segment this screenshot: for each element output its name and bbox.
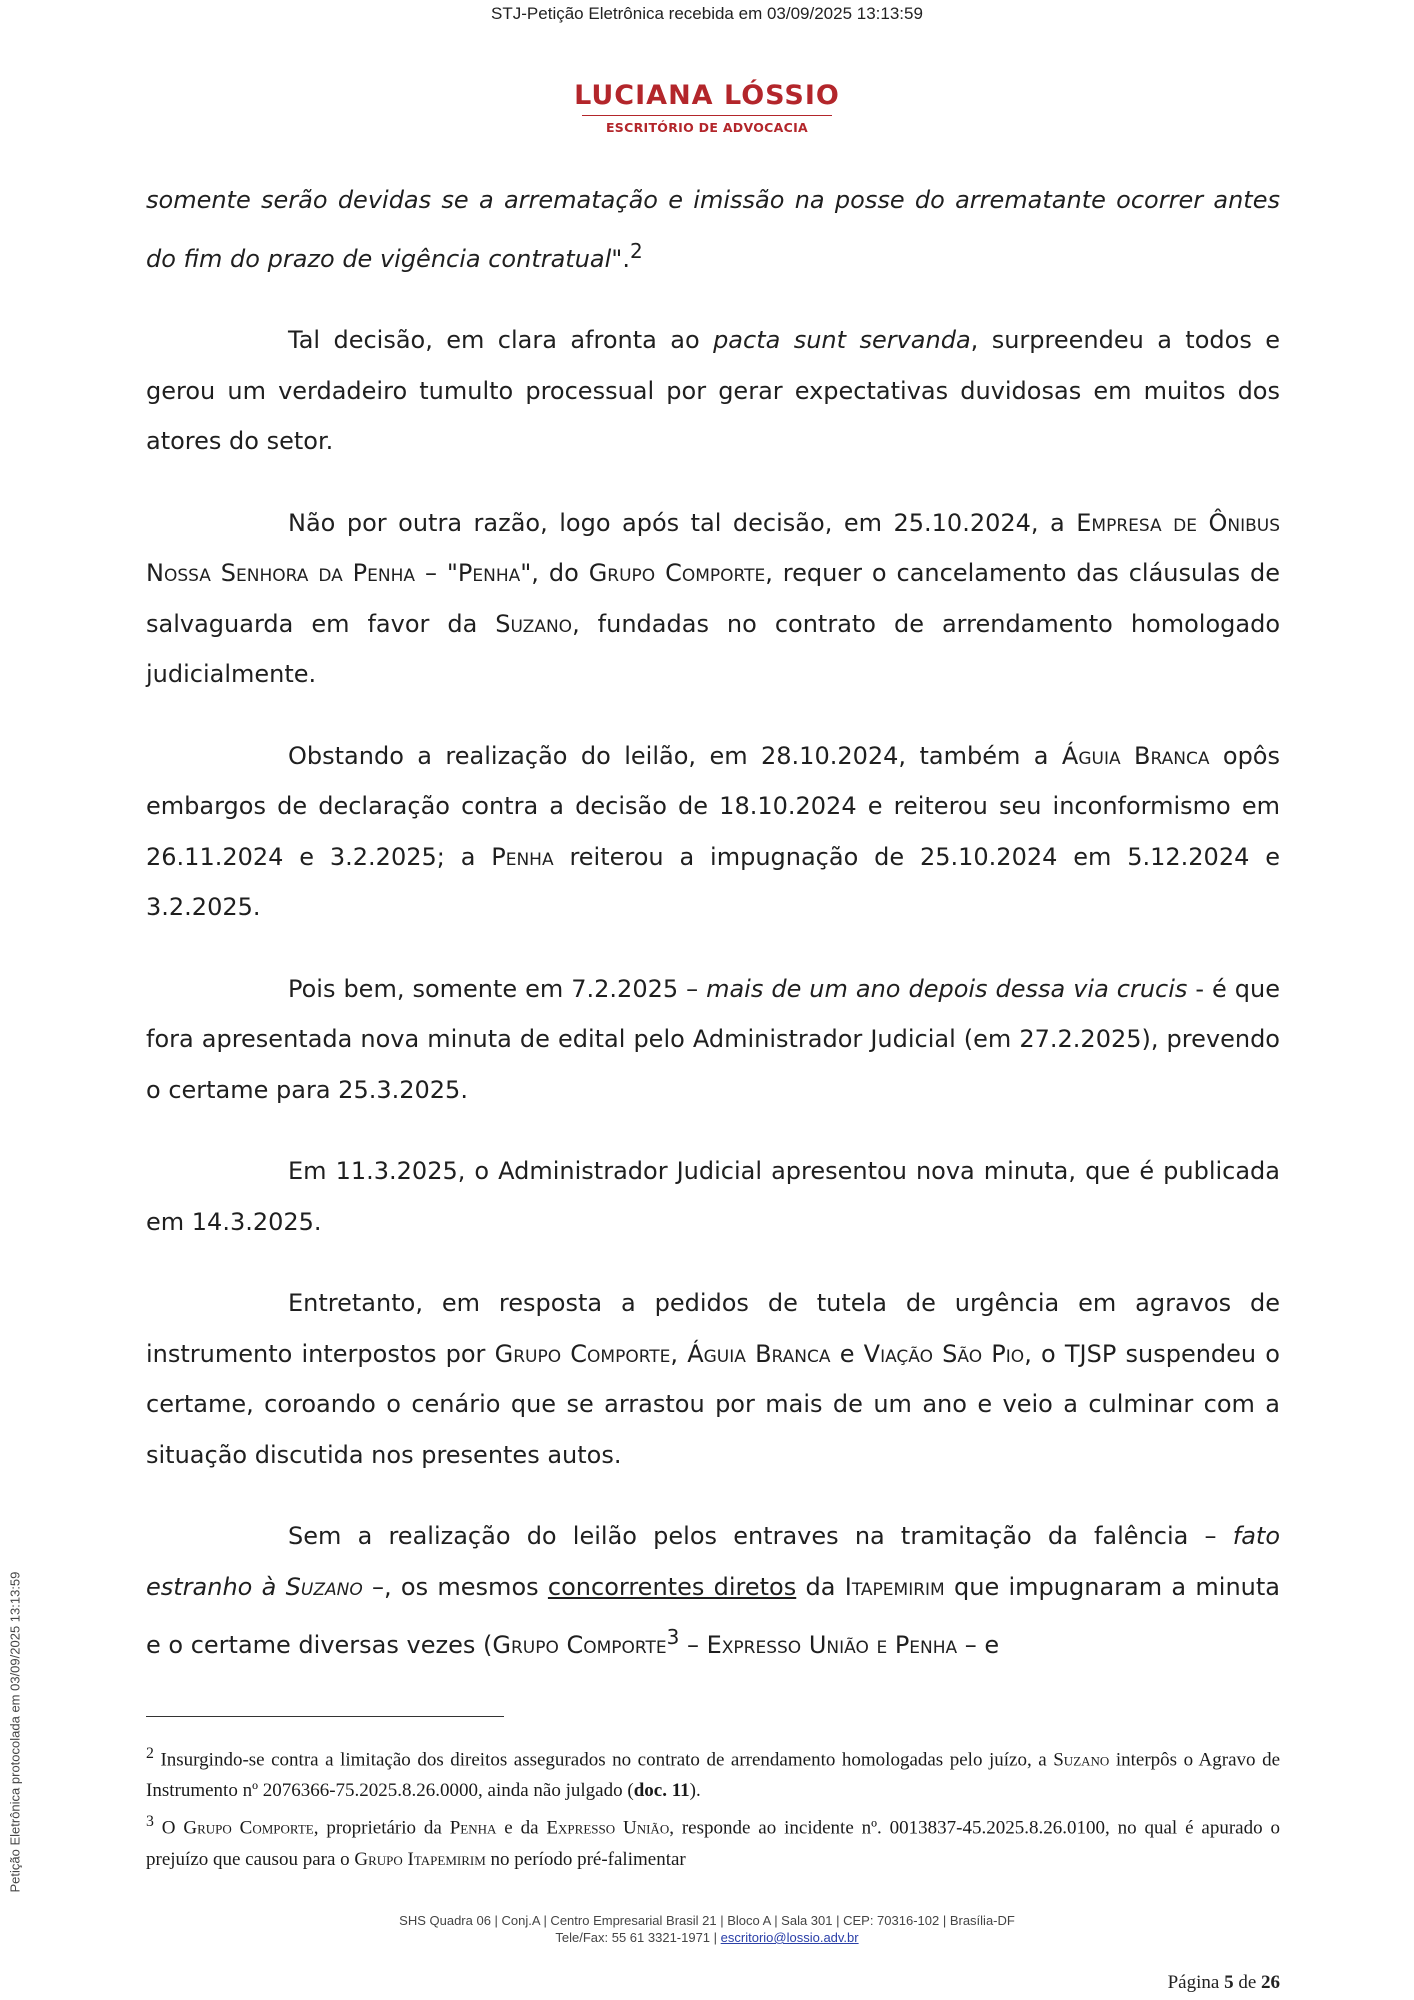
- paragraph-8: Sem a realização do leilão pelos entraves na tramitação da falência – fato estranho à Suzano –, os mesmos concorrentes diretos da Itapemirim que impugnaram a minuta e o certame diversas vezes (Grupo Comporte$^3$ – Expresso União e Penha – e: [146, 1522, 1280, 1659]
- footnote-ref-3: 3: [666, 1625, 680, 1649]
- footer-contact: Tele/Fax: 55 61 3321-1971 | escritorio@lossio.adv.br: [555, 1930, 859, 1945]
- petition-protocol-side-stamp: Petição Eletrônica protocolada em 03/09/2025 13:13:59: [7, 1571, 23, 1893]
- paragraph-1: somente serão devidas se a arrematação e imissão na posse do arrematante ocorrer antes do fim do prazo de vigência contratual".$^2$: [146, 186, 1280, 273]
- footnote-divider: [146, 1716, 504, 1717]
- paragraph-2: Tal decisão, em clara afronta ao pacta sunt servanda, surpreendeu a todos e gerou um verdadeiro tumulto processual por gerar expectativas duvidosas em muitos dos atores do setor.: [146, 326, 1280, 455]
- petition-received-stamp: STJ-Petição Eletrônica recebida em 03/09/2025 13:13:59: [491, 4, 923, 23]
- page-number: Página 5 de 26: [1167, 1972, 1280, 1993]
- paragraph-7: Entretanto, em resposta a pedidos de tutela de urgência em agravos de instrumento interpostos por Grupo Comporte, Águia Branca e Viação São Pio, o TJSP suspendeu o certame, coroando o cenário que se arrastou por mais de um ano e veio a culminar com a situação discutida nos presentes autos.: [146, 1289, 1280, 1469]
- paragraph-3: Não por outra razão, logo após tal decisão, em 25.10.2024, a Empresa de Ônibus Nossa Senhora da Penha – "Penha", do Grupo Comporte, requer o cancelamento das cláusulas de salvaguarda em favor da Suzano, fundadas no contrato de arrendamento homologado judicialmente.: [146, 508, 1281, 688]
- logo-name: LUCIANA LÓSSIO: [574, 80, 840, 111]
- footer-email-link[interactable]: escritorio@lossio.adv.br: [720, 1930, 859, 1945]
- footnote-2: $^2$ Insurgindo-se contra a limitação dos direitos assegurados no contrato de arrendamento homologadas pelo juízo, a Suzano interpôs o Agravo de Instrumento nº 2076366-75.2025.8.26.0000, ainda não julgado (doc. 11).: [146, 1745, 1281, 1802]
- footer-address: SHS Quadra 06 | Conj.A | Centro Empresarial Brasil 21 | Bloco A | Sala 301 | CEP: 70316-102 | Brasília-DF: [399, 1913, 1015, 1928]
- footnote-ref-2: 2: [629, 238, 643, 263]
- footnote-3: $^3$ O Grupo Comporte, proprietário da Penha e da Expresso União, responde ao incidente nº. 0013837-45.2025.8.26.0100, no qual é apurado o prejuízo que causou para o Grupo Itapemirim no período pré-falimentar: [146, 1813, 1280, 1870]
- paragraph-6: Em 11.3.2025, o Administrador Judicial apresentou nova minuta, que é publicada em 14.3.2025.: [146, 1157, 1280, 1236]
- paragraph-4: Obstando a realização do leilão, em 28.10.2024, também a Águia Branca opôs embargos de declaração contra a decisão de 18.10.2024 e reiterou seu inconformismo em 26.11.2024 e 3.2.2025; a Penha reiterou a impugnação de 25.10.2024 em 5.12.2024 e 3.2.2025.: [146, 741, 1280, 921]
- paragraph-5: Pois bem, somente em 7.2.2025 – mais de um ano depois dessa via crucis - é que fora apresentada nova minuta de edital pelo Administrador Judicial (em 27.2.2025), prevendo o certame para 25.3.2025.: [146, 974, 1280, 1104]
- document-body: [146, 175, 1280, 1702]
- footnotes: [146, 1738, 1280, 1875]
- law-office-logo: [0, 80, 1414, 135]
- page-footer: [0, 1912, 1414, 1946]
- logo-divider: [582, 115, 832, 116]
- logo-subtitle: ESCRITÓRIO DE ADVOCACIA: [605, 120, 809, 135]
